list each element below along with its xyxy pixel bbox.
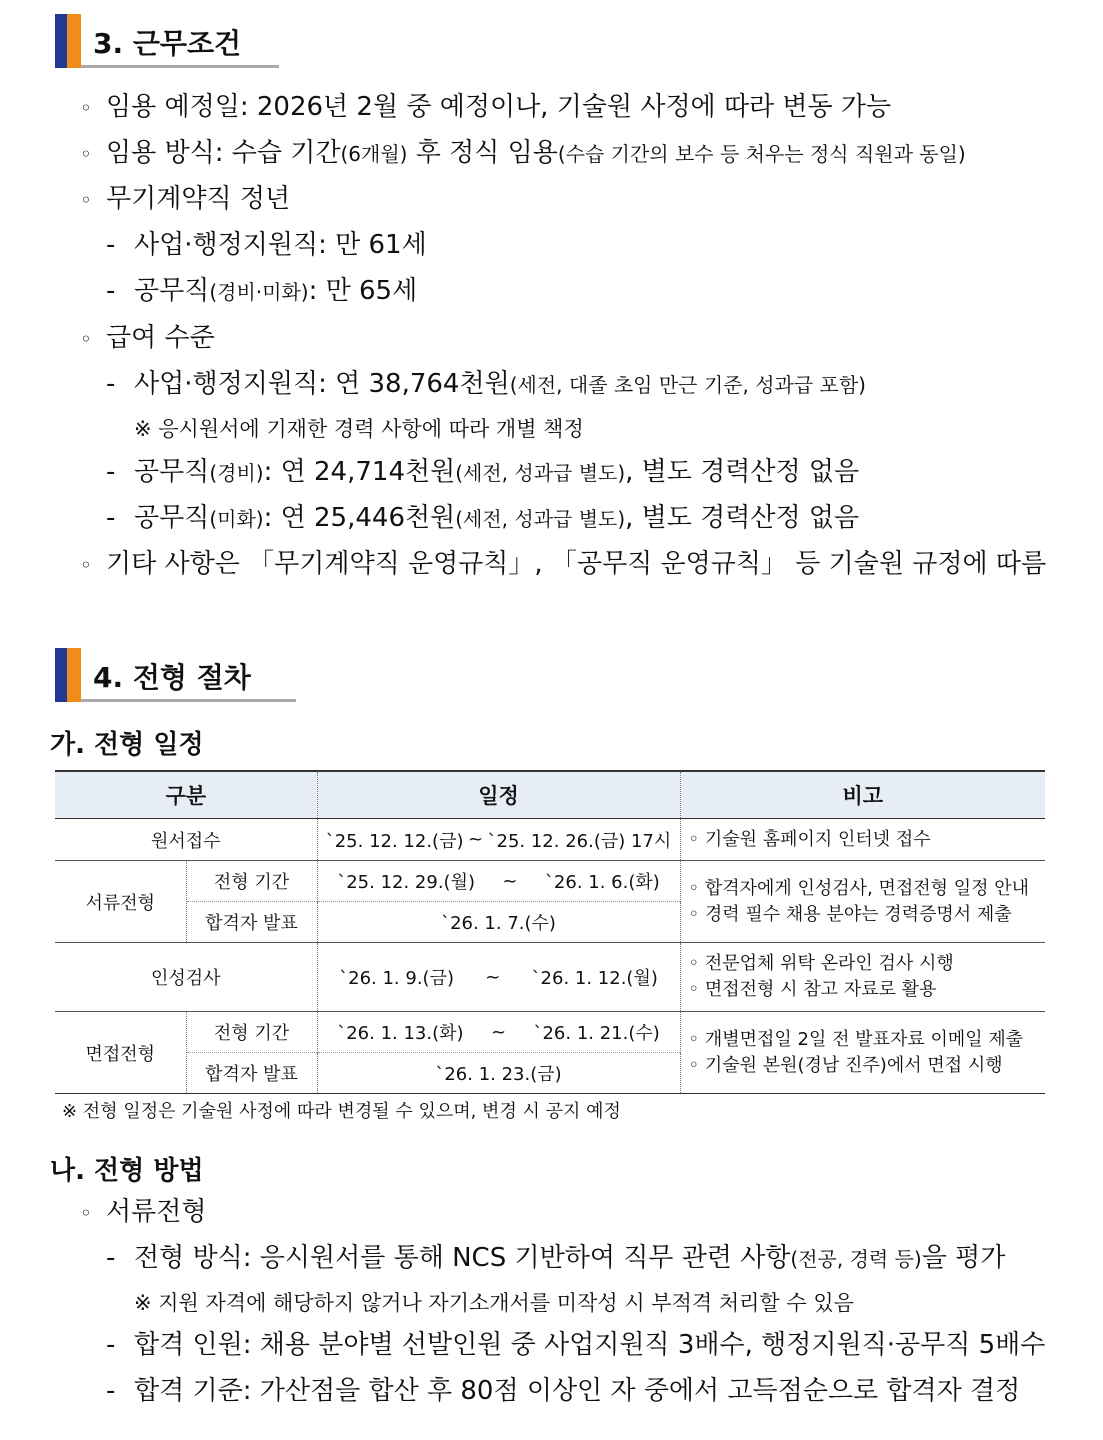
personality-remark-2: ◦ 면접전형 시 참고 자료로 활용 [688,979,937,1000]
doc-method-end: 을 평가 [921,1243,1006,1273]
pay-2-small: (경비) [209,461,264,485]
personality-remark [680,943,1045,1012]
tilde: ~ [502,870,518,892]
pay-2-extra: , 별도 경력산정 없음 [625,457,860,487]
doc-remark-1: ◦ 합격자에게 인성검사, 면접전형 일정 안내 [688,877,1030,899]
retire-head: 무기계약직 정년 [106,184,291,214]
pay-3-extra: , 별도 경력산정 없음 [625,503,860,533]
tilde: ~ [485,966,501,988]
pay-2-note: (세전, 성과급 별도) [455,461,626,485]
pass-count-line: 합격 인원: 채용 분야별 선발인원 중 사업지원직 3배수, 행정지원직·공무직 5배수 [134,1330,1046,1360]
retire-2-small: (경비·미화) [209,280,309,304]
interview-remark-1: ◦ 개별면접일 2일 전 발표자료 이메일 제출 [688,1028,1024,1050]
doc-method-line [134,1242,1005,1275]
bullet-icon: ◦ [80,142,92,166]
header-schedule: 일정 [317,771,680,819]
header-remark: 비고 [680,771,1045,819]
tilde: ~ [467,829,484,850]
personality-label: 인성검사 [55,943,317,1012]
apply-remark: ◦ 기술원 홈페이지 인터넷 접수 [680,819,1045,861]
doc-method-small: (전공, 경력 등) [790,1247,922,1271]
section-4-title: 4. 전형 절차 [93,661,251,694]
header-category: 구분 [55,771,317,819]
pay-3-note: (세전, 성과급 별도) [455,507,626,531]
etc-line: 기타 사항은 「무기계약직 운영규칙」, 「공무직 운영규칙」 등 기술원 규정에 따름 [106,549,1047,579]
section-4-underline [81,699,296,702]
bullet-icon: ◦ [80,96,92,120]
doc-period-label: 전형 기간 [186,861,317,902]
personality-start: `26. 1. 9.(금) [339,968,454,989]
pay-3-small: (미화) [209,507,264,531]
table-row-doc-period [55,861,1045,902]
pay-line-3 [134,502,859,535]
section-marker-orange [67,14,81,68]
pay-1-main: 사업·행정지원직: 연 38,764천원 [134,369,510,399]
method-small-2: (수습 기간의 보수 등 처우는 정식 직원과 동일) [557,142,966,166]
interview-label: 면접전형 [55,1012,186,1094]
method-line [106,137,966,170]
pay-3-amount: : 연 25,446천원 [263,503,456,533]
doc-label: 서류전형 [55,861,186,943]
table-header-row [55,771,1045,819]
table-row-apply [55,819,1045,861]
pass-criteria-line: 합격 기준: 가산점을 합산 후 80점 이상인 자 중에서 고득점순으로 합격자 결정 [134,1376,1021,1406]
interview-remark-2: ◦ 기술원 본원(경남 진주)에서 면접 시행 [688,1054,1003,1076]
personality-dates [317,943,680,1012]
table-row-interview-period [55,1012,1045,1053]
doc-remark-2: ◦ 경력 필수 채용 분야는 경력증명서 제출 [688,903,1012,925]
bullet-icon: ◦ [80,553,92,577]
schedule-footnote: ※ 전형 일정은 기술원 사정에 따라 변경될 수 있으며, 변경 시 공지 예정 [62,1101,621,1122]
apply-start: `25. 12. 12.(금) [325,830,464,852]
dash-icon: - [106,230,116,260]
bullet-icon: ◦ [80,188,92,212]
interview-end: `26. 1. 21.(수) [533,1023,660,1044]
doc-result-date: `26. 1. 7.(수) [317,902,680,943]
start-date-line: 임용 예정일: 2026년 2월 중 예정이나, 기술원 사정에 따라 변동 가능 [106,92,892,122]
doc-end: `26. 1. 6.(화) [544,872,660,893]
interview-result-date: `26. 1. 23.(금) [317,1053,680,1094]
dash-icon: - [106,369,116,399]
doc-method-note: ※ 지원 자격에 해당하지 않거나 자기소개서를 미작성 시 부적격 처리할 수 있음 [134,1291,854,1315]
pay-2-main: 공무직 [134,457,210,487]
interview-remark [680,1012,1045,1094]
doc-period-dates [317,861,680,902]
personality-remark-1: ◦ 전문업체 위탁 온라인 검사 시행 [688,953,954,974]
dash-icon: - [106,1243,116,1273]
section-marker-orange [67,648,81,702]
doc-method-main: 전형 방식: 응시원서를 통해 NCS 기반하여 직무 관련 사항 [134,1243,791,1273]
method-small-1: (6개월) [340,142,408,166]
interview-period-label: 전형 기간 [186,1012,317,1053]
pay-2-amount: : 연 24,714천원 [263,457,456,487]
dash-icon: - [106,457,116,487]
dash-icon: - [106,1376,116,1406]
sub-heading-schedule: 가. 전형 일정 [50,730,204,760]
interview-start: `26. 1. 13.(화) [337,1023,464,1044]
interview-period-dates [317,1012,680,1053]
retire-line-2 [134,275,417,308]
sub-heading-method: 나. 전형 방법 [50,1156,204,1186]
personality-end: `26. 1. 12.(월) [531,968,658,989]
tilde: ~ [490,1021,507,1043]
section-3-underline [81,65,279,68]
section-marker-blue [55,648,67,702]
pay-3-main: 공무직 [134,503,210,533]
pay-line-1 [134,368,866,401]
method-main: 임용 방식: 수습 기간 [106,138,341,168]
doc-screen-head: 서류전형 [106,1197,207,1227]
apply-end: `25. 12. 26.(금) 17시 [487,830,672,852]
retire-line-1: 사업·행정지원직: 만 61세 [134,230,427,260]
retire-2-main: 공무직 [134,276,210,306]
dash-icon: - [106,1330,116,1360]
dash-icon: - [106,276,116,306]
doc-remark [680,861,1045,943]
section-3-title: 3. 근무조건 [93,27,242,60]
retire-2-age: : 만 65세 [308,276,418,306]
dash-icon: - [106,503,116,533]
schedule-table [55,770,1045,1094]
interview-result-label: 합격자 발표 [186,1053,317,1094]
doc-result-label: 합격자 발표 [186,902,317,943]
bullet-icon: ◦ [80,1201,92,1225]
doc-start: `25. 12. 29.(월) [337,872,475,893]
section-marker-blue [55,14,67,68]
method-main-2: 후 정식 임용 [407,138,558,168]
pay-1-small: (세전, 대졸 초임 만근 기준, 성과급 포함) [509,373,866,397]
bullet-icon: ◦ [80,327,92,351]
pay-head: 급여 수준 [106,323,215,353]
apply-label: 원서접수 [55,819,317,861]
pay-note: ※ 응시원서에 기재한 경력 사항에 따라 개별 책정 [134,417,584,441]
apply-dates [317,819,680,861]
pay-line-2 [134,456,859,489]
table-row-personality [55,943,1045,1012]
